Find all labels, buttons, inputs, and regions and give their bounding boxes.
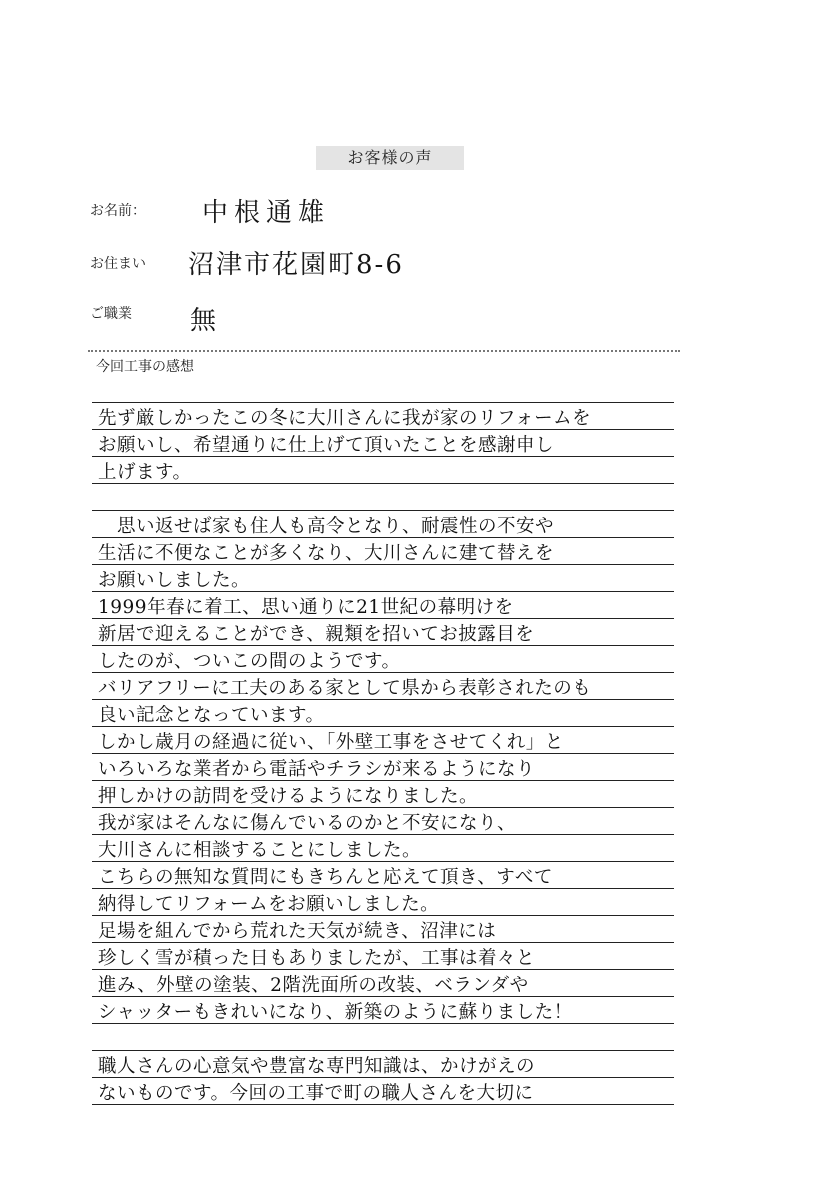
name-label: お名前： (90, 203, 146, 219)
occupation-value: 無 (190, 306, 223, 336)
section-divider (88, 350, 680, 352)
comment-line: お願いし、希望通りに仕上げて頂いたことを感謝申し (98, 435, 555, 456)
comment-line: したのが、ついこの間のようです。 (98, 651, 401, 672)
comment-line: 珍しく雪が積った日もありましたが、工事は着々と (98, 948, 536, 969)
comment-line: しかし歳月の経過に従い、「外壁工事をさせてくれ」と (98, 732, 564, 753)
occupation-label: ご職業 (90, 306, 132, 322)
name-value: 中根通雄 (202, 198, 331, 228)
ruled-line (92, 1050, 674, 1051)
comment-line: 思い返せば家も住人も高令となり、耐震性の不安や (98, 516, 555, 537)
comment-line: 納得してリフォームをお願いしました。 (98, 894, 440, 915)
address-value: 沼津市花園町8-6 (188, 250, 404, 280)
ruled-line (92, 402, 674, 403)
comment-line: 良い記念となっています。 (98, 705, 325, 726)
comment-line: 大川さんに相談することにしました。 (98, 840, 422, 861)
page-title: お客様の声 (316, 146, 464, 170)
comment-line: バリアフリーに工夫のある家として県から表彰されたのも (98, 678, 592, 699)
comment-line: 生活に不便なことが多くなり、大川さんに建て替えを (98, 543, 555, 564)
comment-section-label: 今回工事の感想 (96, 359, 194, 375)
comment-line: こちらの無知な質問にもきちんと応えて頂き、すべて (98, 867, 553, 888)
address-label: お住まい (90, 256, 146, 272)
comment-line: お願いしました。 (98, 570, 251, 591)
comment-line: 1999年春に着工、思い通りに21世紀の幕明けを (98, 597, 514, 618)
comment-line: 先ず厳しかったこの冬に大川さんに我が家のリフォームを (98, 408, 592, 429)
comment-line: 押しかけの訪問を受けるようになりました。 (98, 786, 479, 807)
comment-line: 進み、外壁の塗装、2階洗面所の改装、ベランダや (98, 975, 529, 996)
ruled-line (92, 510, 674, 511)
comment-line: 足場を組んでから荒れた天気が続き、沼津には (98, 921, 497, 942)
comment-line: シャッターもきれいになり、新築のように蘇りました！ (98, 1002, 573, 1023)
comment-line: いろいろな業者から電話やチラシが来るようになり (98, 759, 536, 780)
comment-line: 職人さんの心意気や豊富な専門知識は、かけがえの (98, 1056, 536, 1077)
comment-line: 新居で迎えることができ、親類を招いてお披露目を (98, 624, 535, 645)
comment-line: 我が家はそんなに傷んでいるのかと不安になり、 (98, 813, 517, 834)
comment-line: 上げます。 (98, 462, 192, 483)
comment-line: ないものです。今回の工事で町の職人さんを大切に (98, 1083, 534, 1104)
